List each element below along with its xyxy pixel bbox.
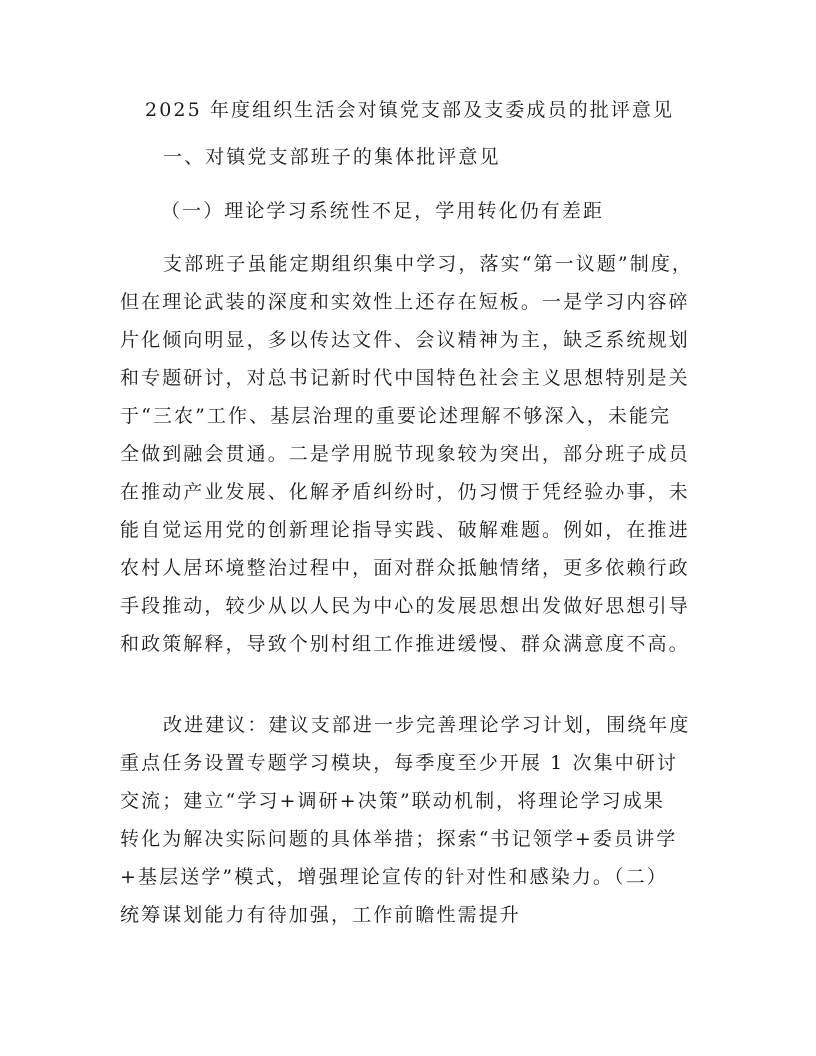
paragraph-line: 重点任务设置专题学习模块，每季度至少开展 1 次集中研讨 bbox=[120, 752, 678, 774]
paragraph-line: 能自觉运用党的创新理论指导实践、破解难题。例如，在推进 bbox=[120, 519, 690, 541]
paragraph-line: 但在理论武装的深度和实效性上还存在短板。一是学习内容碎 bbox=[120, 291, 690, 313]
document-title: 2025 年度组织生活会对镇党支部及支委成员的批评意见 bbox=[145, 99, 675, 121]
paragraph-line: 支部班子虽能定期组织集中学习，落实“第一议题”制度， bbox=[163, 253, 694, 275]
paragraph-line: 在推动产业发展、化解矛盾纠纷时，仍习惯于凭经验办事，未 bbox=[120, 481, 690, 503]
paragraph-line: 手段推动，较少从以人民为中心的发展思想出发做好思想引导 bbox=[120, 595, 690, 617]
paragraph-line: 和专题研讨，对总书记新时代中国特色社会主义思想特别是关 bbox=[120, 367, 690, 389]
paragraph-line: 农村人居环境整治过程中，面对群众抵触情绪，更多依赖行政 bbox=[120, 557, 690, 579]
paragraph-line: 改进建议：建议支部进一步完善理论学习计划，围绕年度 bbox=[163, 714, 691, 736]
section-heading: 一、对镇党支部班子的集体批评意见 bbox=[163, 146, 501, 168]
paragraph-line: 片化倾向明显，多以传达文件、会议精神为主，缺乏系统规划 bbox=[120, 329, 690, 351]
paragraph-line: 和政策解释，导致个别村组工作推进缓慢、群众满意度不高。 bbox=[120, 633, 690, 655]
paragraph-line: 全做到融会贯通。二是学用脱节现象较为突出，部分班子成员 bbox=[120, 443, 690, 465]
subsection-heading: （一）理论学习系统性不足，学用转化仍有差距 bbox=[161, 200, 605, 222]
paragraph-line: 转化为解决实际问题的具体举措；探索“书记领学+委员讲学 bbox=[120, 828, 678, 850]
paragraph-line: 交流；建立“学习+调研+决策”联动机制，将理论学习成果 bbox=[120, 790, 665, 812]
paragraph-line: +基层送学”模式，增强理论宣传的针对性和感染力。（二） bbox=[120, 866, 668, 888]
paragraph-line: 统筹谋划能力有待加强，工作前瞻性需提升 bbox=[120, 904, 521, 926]
paragraph-line: 于“三农”工作、基层治理的重要论述理解不够深入，未能完 bbox=[120, 405, 672, 427]
